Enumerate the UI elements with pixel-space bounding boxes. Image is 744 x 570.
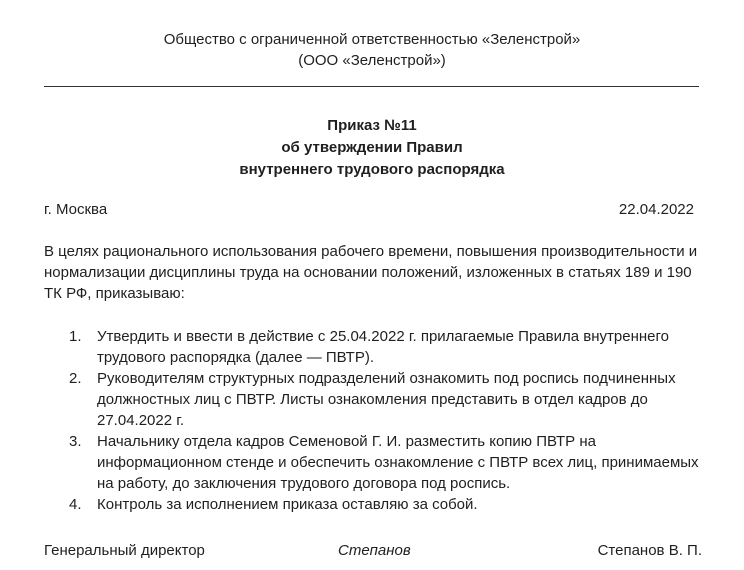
header-divider xyxy=(44,86,699,87)
order-item-text: Начальнику отдела кадров Семеновой Г. И. разместить копию ПВТР на информационном стенде и обеспечить ознакомление с ПВТР всех лиц, принимаемых на работу, до заключения трудового договора под роспись. xyxy=(97,433,699,492)
signatory-position: Генеральный директор xyxy=(44,542,205,559)
signatory-name: Степанов В. П. xyxy=(597,542,702,559)
order-title xyxy=(0,115,744,181)
order-item-number: 1. xyxy=(69,328,82,345)
organization-name: Общество с ограниченной ответственностью «Зеленстрой» xyxy=(163,31,581,48)
order-item-text: Руководителям структурных подразделений ознакомить под роспись подчиненных должностных лиц с ПВТР. Листы ознакомления представить в отдел кадров до 27.04.2022 г. xyxy=(97,370,676,429)
order-items-list xyxy=(44,326,704,515)
order-item-text: Контроль за исполнением приказа оставляю за собой. xyxy=(97,496,478,513)
order-item-number: 3. xyxy=(69,433,82,450)
order-date: 22.04.2022 xyxy=(618,201,694,218)
order-item xyxy=(44,368,704,431)
order-item-number: 2. xyxy=(69,370,82,387)
handwritten-signature: Степанов xyxy=(338,542,411,559)
order-title-number: Приказ №11 xyxy=(327,117,417,134)
order-item xyxy=(44,431,704,494)
preamble-paragraph: В целях рационального использования рабочего времени, повышения производительности и нормализации дисциплины труда на основании положений, изложенных в статьях 189 и 190 ТК РФ, приказываю: xyxy=(44,243,698,302)
order-item xyxy=(44,494,704,515)
order-title-subject-cont: внутреннего трудового распорядка xyxy=(239,161,505,178)
organization-short-name: (ООО «Зеленстрой») xyxy=(298,52,446,69)
order-item xyxy=(44,326,704,368)
order-item-number: 4. xyxy=(69,496,82,513)
organization-header xyxy=(0,29,744,71)
order-title-subject: об утверждении Правил xyxy=(281,139,463,156)
place-of-issue: г. Москва xyxy=(44,201,108,218)
order-item-text: Утвердить и ввести в действие с 25.04.2022 г. прилагаемые Правила внутреннего трудового распорядка (далее — ПВТР). xyxy=(97,328,669,366)
